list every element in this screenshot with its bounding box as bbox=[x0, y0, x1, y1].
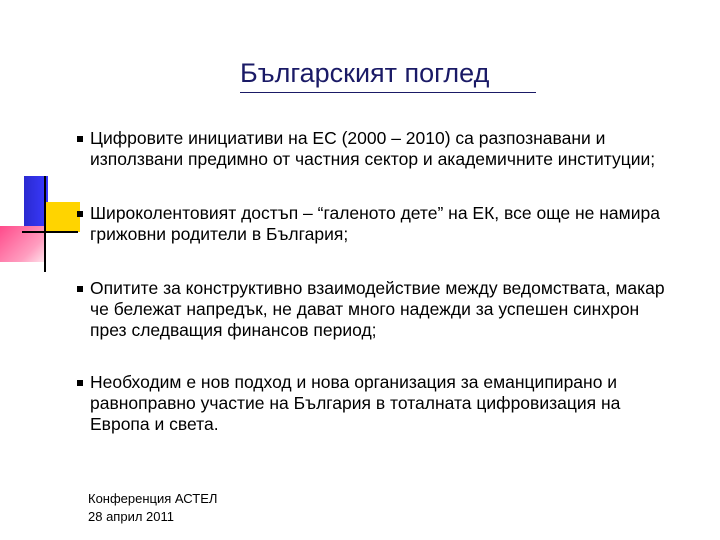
bullet-text-line: Цифровите инициативи на ЕС (2000 – 2010) са разпознавани и bbox=[90, 128, 606, 148]
footer-date: 28 април 2011 bbox=[88, 509, 174, 524]
bullet-text-line: грижовни родители в България; bbox=[90, 224, 349, 244]
bullet-text-line: Европа и света. bbox=[90, 414, 219, 434]
bullet-item-4 bbox=[90, 372, 700, 435]
bullet-item-2 bbox=[90, 203, 700, 245]
bullet-text-line: Опитите за конструктивно взаимодействие между ведомствата, макар bbox=[90, 278, 665, 298]
bullet-text-line: Широколентовият достъп – “галеното дете” на ЕК, все още не намира bbox=[90, 203, 660, 223]
bullet-item-3 bbox=[90, 278, 700, 341]
bullet-text-line: Необходим е нов подход и нова организация за еманципирано и bbox=[90, 372, 618, 392]
bullet-marker-icon bbox=[77, 286, 83, 292]
footer-conference: Конференция АСТЕЛ bbox=[88, 491, 218, 506]
slide-title: Българският поглед bbox=[240, 58, 490, 88]
slide-footer bbox=[88, 490, 217, 526]
bullet-marker-icon bbox=[77, 380, 83, 386]
bullet-marker-icon bbox=[77, 136, 83, 142]
bullet-marker-icon bbox=[77, 211, 83, 217]
bullet-text-line: равноправно участие на България в тоталната цифровизация на bbox=[90, 393, 621, 413]
bullet-text-line: че бележат напредък, не дават много надежди за успешен синхрон bbox=[90, 299, 640, 319]
bullet-text-line: през следващия финансов период; bbox=[90, 320, 377, 340]
bullet-text-line: използвани предимно от частния сектор и академичните институции; bbox=[90, 149, 656, 169]
bullet-item-1 bbox=[90, 128, 700, 170]
